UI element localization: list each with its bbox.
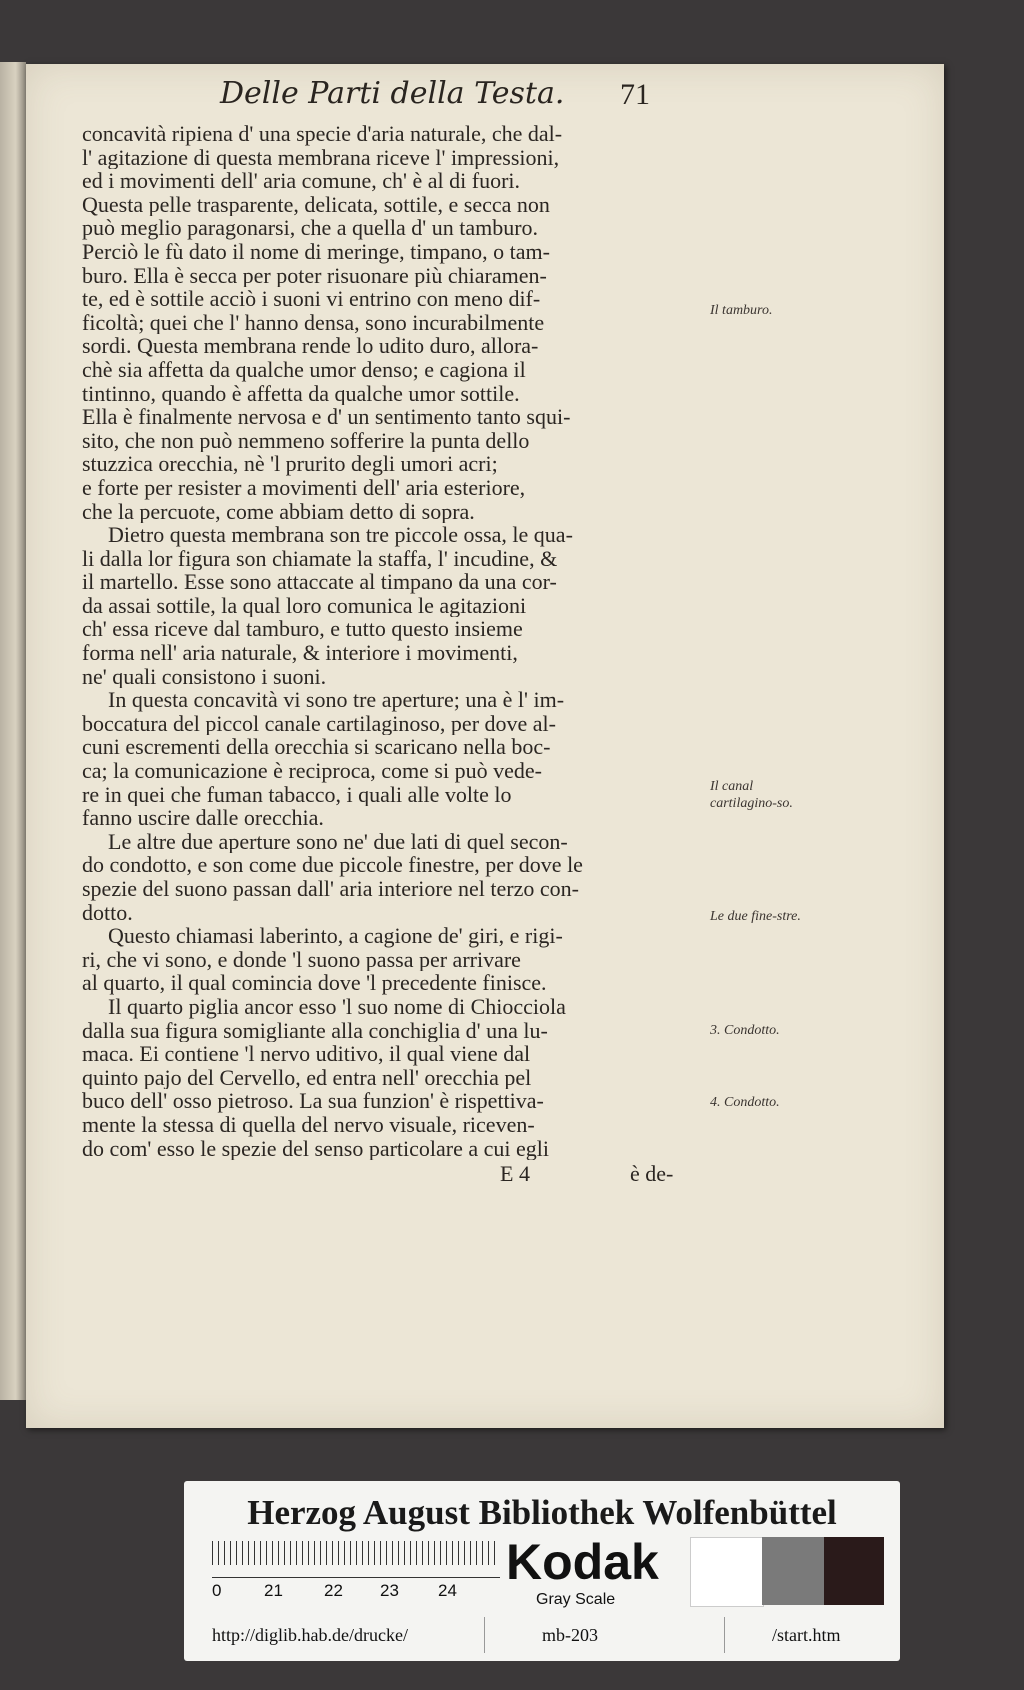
text-line: ed i movimenti dell' aria comune, ch' è al di fuori. [82, 169, 521, 193]
text-line: che la percuote, come abbiam detto di sopra. [82, 499, 475, 524]
facing-page-edge [0, 62, 26, 1400]
swatch-white [690, 1537, 764, 1607]
text-line: li dalla lor figura son chiamate la staffa, l' incudine, & [82, 546, 558, 571]
text-line: Perciò le fù dato il nome di meringe, timpano, o tam- [82, 239, 550, 264]
text-line: concavità ripiena d' una specie d'aria naturale, che dal- [82, 122, 563, 146]
ruler-label: 22 [324, 1581, 343, 1600]
text-line: da assai sottile, la qual loro comunica le agitazioni [82, 593, 527, 618]
url-suffix[interactable]: /start.htm [772, 1625, 841, 1645]
text-line: Questo chiamasi laberinto, a cagione de' giri, e rigi- [108, 924, 563, 948]
text-line: dotto. [82, 900, 133, 925]
url-row [212, 1621, 872, 1651]
text-line: re in quei che fuman tabacco, i quali alle volte lo [82, 782, 512, 807]
page-footer [82, 1162, 702, 1186]
text-line: ficoltà; quei che l' hanno densa, sono incurabilmente [82, 310, 545, 335]
running-title: Delle Parti della Testa. [220, 76, 565, 111]
text-line: quinto pajo del Cervello, ed entra nell' orecchia pel [82, 1065, 532, 1090]
text-line: fanno uscire dalle orecchia. [82, 806, 324, 830]
page-header [200, 76, 700, 124]
text-line: Il quarto piglia ancor esso 'l suo nome di Chiocciola [108, 994, 566, 1019]
text-line: dalla sua figura somigliante alla conchiglia d' una lu- [82, 1018, 548, 1043]
signature-mark: E 4 [500, 1161, 530, 1187]
library-name: Herzog August Bibliothek Wolfenbüttel [247, 1493, 837, 1532]
text-line: cuni escrementi della orecchia si scaricano nella boc- [82, 735, 551, 760]
text-line: maca. Ei contiene 'l nervo uditivo, il qual viene dal [82, 1042, 531, 1066]
ruler-label: 0 [212, 1581, 222, 1600]
sidenote-finestre: Le due fine-stre. [710, 909, 801, 924]
sidenote-tamburo: Il tamburo. [710, 303, 773, 318]
text-line: può meglio paragonarsi, che a quella d' un tamburo. [82, 216, 539, 240]
ruler-label: 23 [380, 1581, 399, 1600]
sidenote-canal: Il canal cartilagino-so. [710, 779, 793, 811]
url-link[interactable]: http://diglib.hab.de/drucke/ [212, 1625, 408, 1645]
text-line: do com' esso le spezie del senso particolare a cui egli [82, 1136, 550, 1161]
body-text [82, 122, 702, 1186]
text-line: ca; la comunicazione è reciproca, come si può vede- [82, 759, 542, 783]
text-line: spezie del suono passan dall' aria interiore nel terzo con- [82, 877, 579, 901]
sidenote-condotto-4: 4. Condotto. [710, 1095, 780, 1110]
gray-scale-label: Gray Scale [536, 1591, 616, 1608]
ruler-labels [212, 1581, 512, 1603]
text-line: buco dell' osso pietroso. La sua funzion' è rispettiva- [82, 1089, 544, 1113]
swatch-dark [824, 1537, 884, 1605]
shelfmark: mb-203 [542, 1625, 598, 1645]
ruler-label: 21 [264, 1581, 283, 1600]
text-line: l' agitazione di questa membrana riceve l' impressioni, [82, 145, 560, 170]
text-line: il martello. Esse sono attaccate al timpano da una cor- [82, 570, 557, 594]
text-line: e forte per resister a movimenti dell' aria esteriore, [82, 475, 526, 500]
text-line: forma nell' aria naturale, & interiore i movimenti, [82, 641, 518, 665]
text-line: sordi. Questa membrana rende lo udito duro, allora- [82, 334, 539, 358]
catchword: è de- [630, 1161, 674, 1187]
swatch-gray [762, 1537, 824, 1605]
text-line: In questa concavità vi sono tre aperture; una è l' im- [108, 688, 565, 712]
text-line: al quarto, il qual comincia dove 'l precedente finisce. [82, 971, 547, 995]
kodak-logo: Kodak [506, 1534, 659, 1590]
text-line: Questa pelle trasparente, delicata, sottile, e secca non [82, 192, 550, 217]
ruler-label: 24 [438, 1581, 457, 1600]
text-line: boccatura del piccol canale cartilaginoso, per dove al- [82, 711, 556, 736]
text-line: buro. Ella è secca per poter risuonare più chiaramen- [82, 263, 547, 288]
page-number: 71 [620, 78, 650, 111]
text-line: te, ed è sottile acciò i suoni vi entrino con meno dif- [82, 287, 541, 311]
text-line: ch' essa riceve dal tamburo, e tutto questo insieme [82, 617, 523, 642]
text-line: stuzzica orecchia, nè 'l prurito degli umori acri; [82, 452, 498, 476]
library-color-target [184, 1481, 900, 1661]
text-line: Ella è finalmente nervosa e d' un sentimento tanto squi- [82, 405, 571, 429]
text-line: tintinno, quando è affetta da qualche umor sottile. [82, 381, 520, 406]
text-line: mente la stessa di quella del nervo visuale, riceven- [82, 1112, 535, 1137]
sidenote-condotto-3: 3. Condotto. [710, 1023, 780, 1038]
text-line: ri, che vi sono, e donde 'l suono passa per arrivare [82, 947, 521, 972]
text-line: sito, che non può nemmeno sofferire la punta dello [82, 428, 530, 453]
text-line: do condotto, e son come due piccole finestre, per dove le [82, 853, 583, 877]
text-line: Dietro questa membrana son tre piccole ossa, le qua- [108, 523, 573, 547]
scale-ruler [212, 1541, 500, 1578]
text-line: chè sia affetta da qualche umor denso; e cagiona il [82, 357, 526, 382]
text-line: Le altre due aperture sono ne' due lati di quel secon- [108, 829, 568, 854]
text-line: ne' quali consistono i suoni. [82, 664, 327, 689]
